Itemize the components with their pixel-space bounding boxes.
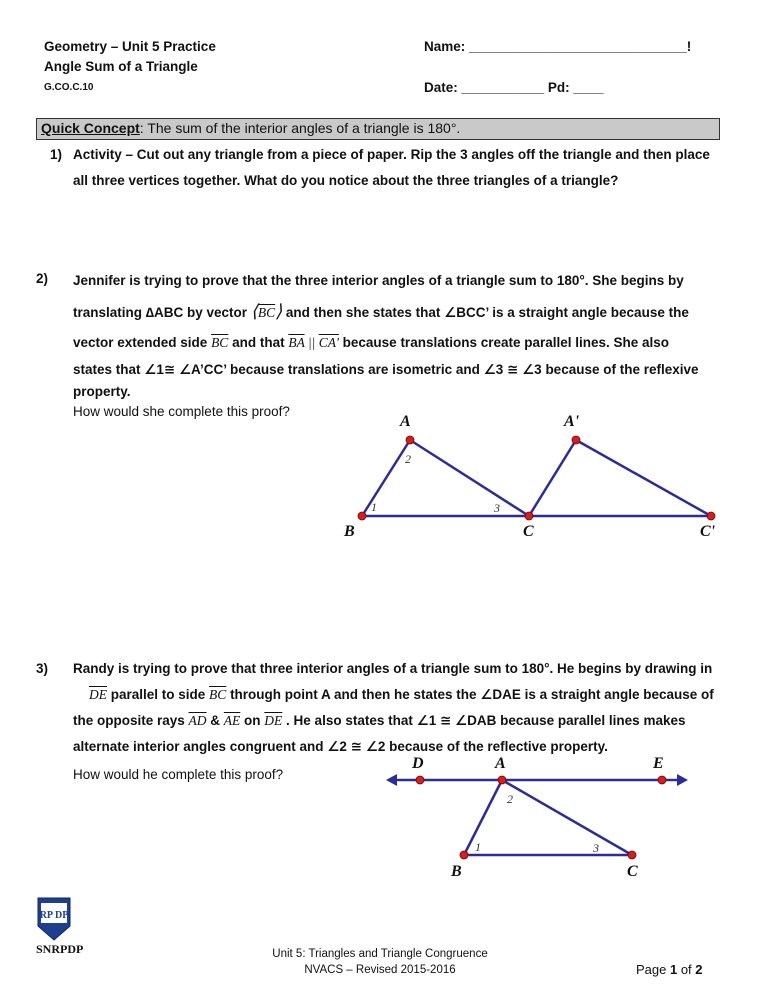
side-a-prime-c-prime [576,440,711,516]
q2-line2-a: translating ∆ABC by vector [73,305,251,320]
q3-line2 [89,682,743,708]
label-c-prime: C' [700,523,716,540]
label-b-2: B [451,863,462,880]
logo-text: SNRPDP [36,942,84,956]
line-de-2: $\overline{DE}$ [264,713,283,728]
angle-label-2b: 2 [507,792,513,806]
q2-line3-c: because translations create parallel lines. She also [338,335,670,350]
q3-line2-b: through point A and then he states the ∠DAE is a straight angle because of [226,687,714,702]
q3-text [73,656,743,760]
vector-bc: $\overline{BC}$ [257,305,276,320]
page-label: Page [636,962,670,977]
ray-ae: $\overline{AE}$ [223,713,241,728]
translation-diagram [320,410,720,550]
side-ca-prime [529,440,576,516]
label-a-prime: A' [564,413,580,430]
point-c-prime [707,512,715,520]
q2-number: 2) [36,271,49,286]
ray-ad: $\overline{AD}$ [188,713,207,728]
q2-prompt: How would she complete this proof? [73,404,290,419]
label-a-2: A [495,755,506,772]
q3-line3-a: the opposite rays [73,713,189,728]
side-bc-ref: $\overline{BC}$ [209,687,227,702]
q2-line3-b: and that [228,335,289,350]
footer-unit: Unit 5: Triangles and Triangle Congruence [272,948,488,960]
page-number [636,962,703,977]
point-d [416,776,424,784]
point-e [658,776,666,784]
ampersand: & [206,713,224,728]
side-ac-2 [502,780,632,855]
angle-label-3: 3 [494,501,500,515]
q2-line5: property. [73,384,131,399]
q3-line3 [73,708,743,734]
side-ac [410,440,529,516]
q2-line2-b: and then she states that ∠BCC’ is a straight angle because the [282,305,689,320]
point-c [525,512,533,520]
label-b: B [344,523,355,540]
concept-text: : The sum of the interior angles of a triangle is 180°. [139,120,461,136]
parallel-symbol: || [304,335,319,350]
point-b [358,512,366,520]
side-ab [464,780,502,855]
logo-letters: RP DP [39,910,69,921]
arrow-left-icon [386,774,397,786]
worksheet-subtitle: Angle Sum of a Triangle [44,59,198,74]
point-a-prime [572,436,580,444]
concept-label: Quick Concept [41,120,140,136]
q2-line1: Jennifer is trying to prove that the three interior angles of a triangle sum to 180°. She begins by [73,273,684,288]
q2-line4: states that ∠1≅ ∠A’CC’ because translations are isometric and ∠3 ≅ ∠3 because of the reflexive [73,362,699,377]
q3-prompt: How would he complete this proof? [73,767,284,782]
q3-number: 3) [36,661,49,676]
label-c: C [523,523,534,540]
label-d: D [412,755,424,772]
point-a-2 [498,776,506,784]
footer-revision: NVACS – Revised 2015-2016 [304,964,456,976]
angle-label-2: 2 [405,452,411,466]
date-period-field[interactable]: Date: ___________ Pd: ____ [424,80,604,95]
q3-on: on [240,713,265,728]
segment-ca-prime: CA' [318,335,339,350]
side-ba [362,440,410,516]
q2-line3-a: vector extended side [73,335,212,350]
q3-line3-b: . He also states that ∠1 ≅ ∠DAB because parallel lines makes [282,713,686,728]
arrow-right-icon [677,774,688,786]
q1-text [73,142,733,194]
name-field[interactable]: Name: _____________________________! [424,39,692,54]
worksheet-title: Geometry – Unit 5 Practice [44,39,216,54]
rpdp-logo [36,896,72,942]
angle-label-1b: 1 [475,840,481,854]
point-a [406,436,414,444]
label-a: A [400,413,411,430]
q3-line2-a: parallel to side [107,687,210,702]
page-total: 2 [695,962,703,977]
page-current: 1 [669,962,678,977]
page-of: of [677,962,696,977]
line-de: $\overline{DE}$ [89,687,107,702]
label-c-2: C [627,863,638,880]
angle-label-3b: 3 [593,841,599,855]
q1-line2: all three vertices together. What do you notice about the three triangles of a triangle? [73,173,619,188]
angle-label-1: 1 [371,500,377,514]
point-c-2 [628,851,636,859]
footer-center [230,946,530,978]
point-b-2 [460,851,468,859]
q1-number: 1) [50,147,63,162]
q3-line4: alternate interior angles congruent and ∠2 ≅ ∠2 because of the reflective property. [73,739,608,754]
q1-line1: Activity – Cut out any triangle from a piece of paper. Rip the 3 angles off the triangle and then place [73,147,710,162]
segment-ba: $\overline{BA}$ [288,335,305,350]
parallel-line-diagram [380,752,700,882]
segment-bc: $\overline{BC}$ [211,335,229,350]
standard-code: G.CO.C.10 [44,82,94,93]
label-e: E [653,755,664,772]
q2-line3 [73,328,743,358]
quick-concept-box [36,118,720,140]
q2-text [73,266,743,402]
q3-line1: Randy is trying to prove that three interior angles of a triangle sum to 180°. He begins by drawing in [73,661,713,676]
q2-line2: translating ∆ABC by vector $⟨\overline{BC}⟩$ and then she states that ∠BCC’ is a straight angle because the [73,301,689,321]
